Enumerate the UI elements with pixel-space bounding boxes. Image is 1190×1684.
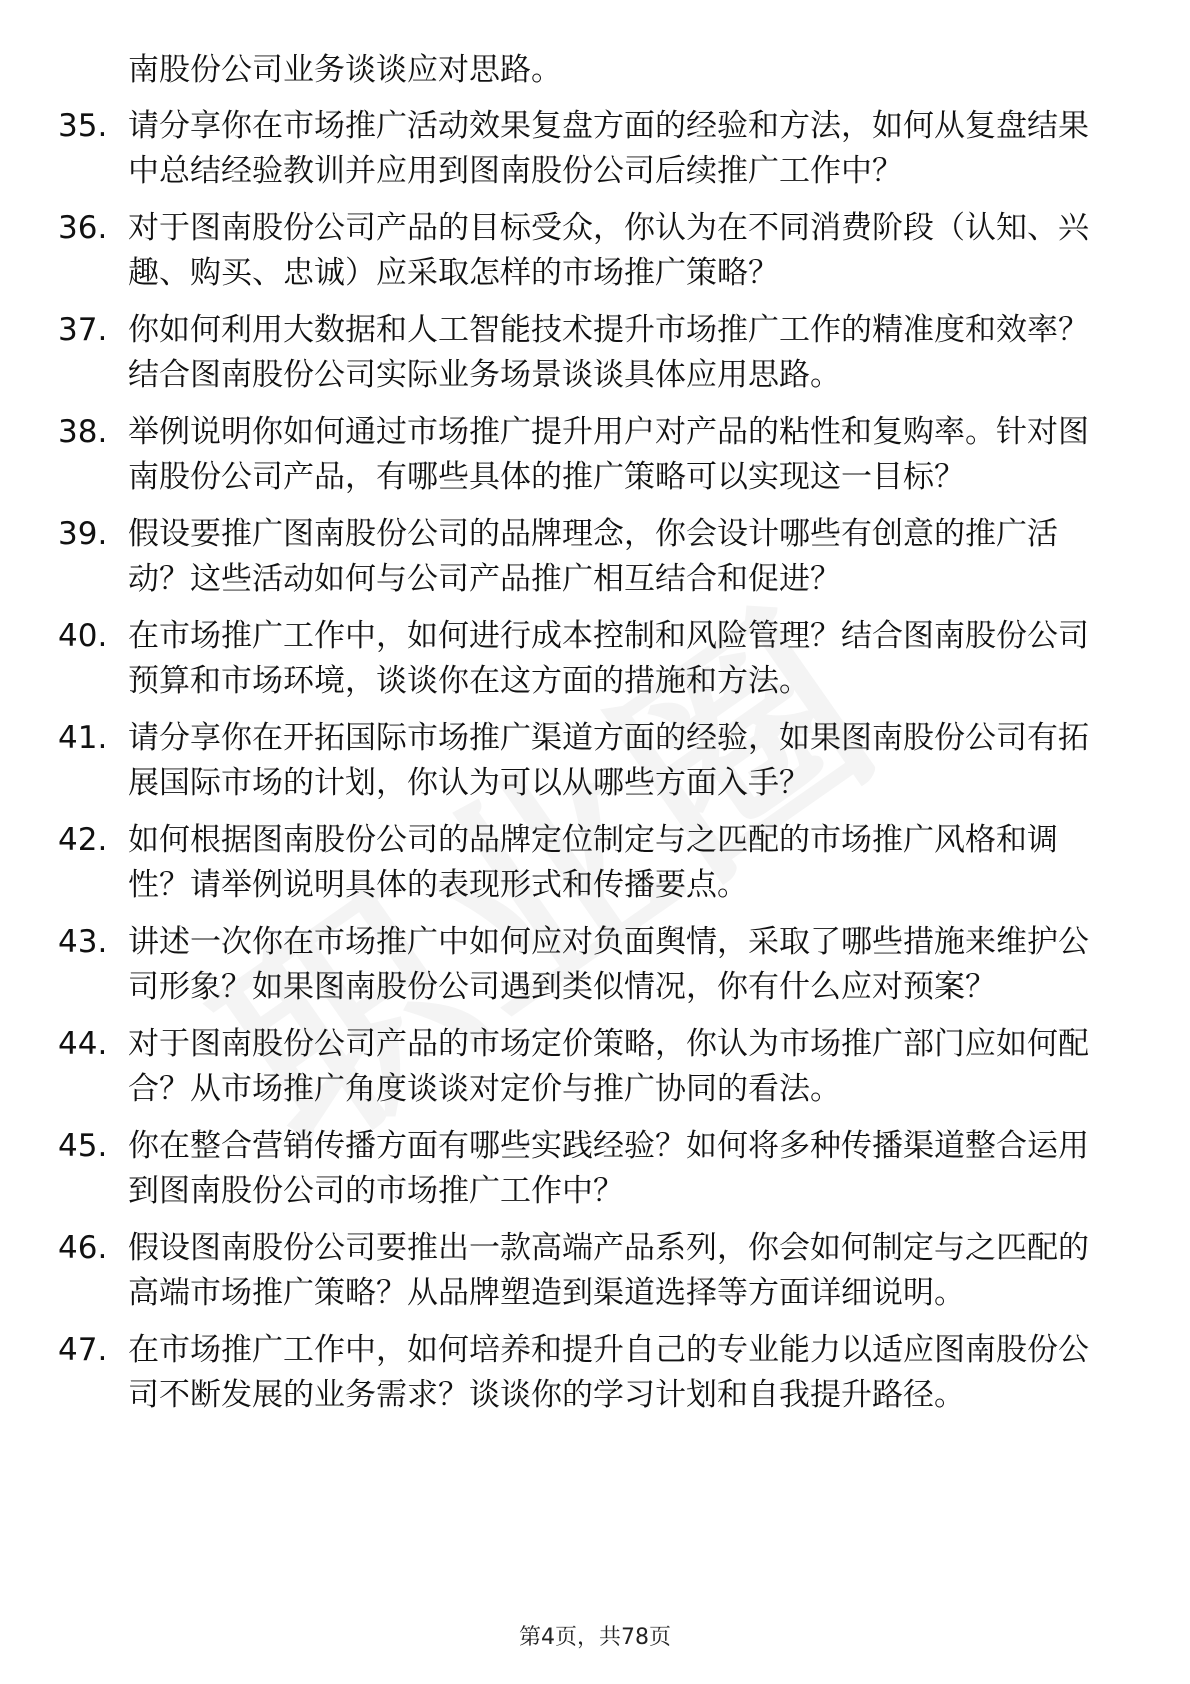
question-text: 请分享你在市场推广活动效果复盘方面的经验和方法，如何从复盘结果中总结经验教训并应用到图南股份公司后续推广工作中？ [128,108,1089,189]
question-text: 讲述一次你在市场推广中如何应对负面舆情，采取了哪些措施来维护公司形象？如果图南股份公司遇到类似情况，你有什么应对预案？ [128,924,1089,1005]
question-item [58,206,1118,296]
question-number: 36. [58,210,108,246]
question-item [58,716,1118,806]
question-item [58,1328,1118,1418]
question-number: 38. [58,414,108,450]
page-footer: 第4页，共78页 [519,1625,671,1650]
question-item [58,1226,1118,1316]
question-list [58,48,1118,1430]
question-text: 对于图南股份公司产品的市场定价策略，你认为市场推广部门应如何配合？从市场推广角度谈谈对定价与推广协同的看法。 [128,1026,1089,1107]
question-number: 40. [58,618,108,654]
question-text: 对于图南股份公司产品的目标受众，你认为在不同消费阶段（认知、兴趣、购买、忠诚）应采取怎样的市场推广策略？ [128,210,1089,291]
question-item [58,308,1118,398]
question-number: 46. [58,1230,108,1266]
question-number: 44. [58,1026,108,1062]
question-text: 你如何利用大数据和人工智能技术提升市场推广工作的精准度和效率？结合图南股份公司实际业务场景谈谈具体应用思路。 [128,312,1089,393]
question-number: 41. [58,720,108,756]
continued-line: 南股份公司业务谈谈应对思路。 [128,52,562,88]
question-number: 39. [58,516,108,552]
question-number: 43. [58,924,108,960]
question-item [58,920,1118,1010]
question-text: 如何根据图南股份公司的品牌定位制定与之匹配的市场推广风格和调性？请举例说明具体的表现形式和传播要点。 [128,822,1058,903]
question-number: 47. [58,1332,108,1368]
question-number: 37. [58,312,108,348]
question-item [58,104,1118,194]
question-item [58,1022,1118,1112]
question-item [58,512,1118,602]
question-text: 你在整合营销传播方面有哪些实践经验？如何将多种传播渠道整合运用到图南股份公司的市场推广工作中？ [128,1128,1089,1209]
question-item [58,818,1118,908]
question-number: 45. [58,1128,108,1164]
question-text: 假设要推广图南股份公司的品牌理念，你会设计哪些有创意的推广活动？这些活动如何与公司产品推广相互结合和促进？ [128,516,1058,597]
question-item [58,614,1118,704]
question-text: 假设图南股份公司要推出一款高端产品系列，你会如何制定与之匹配的高端市场推广策略？从品牌塑造到渠道选择等方面详细说明。 [128,1230,1089,1311]
question-number: 42. [58,822,108,858]
question-item [58,1124,1118,1214]
question-text: 在市场推广工作中，如何进行成本控制和风险管理？结合图南股份公司预算和市场环境，谈谈你在这方面的措施和方法。 [128,618,1089,699]
question-text: 举例说明你如何通过市场推广提升用户对产品的粘性和复购率。针对图南股份公司产品，有哪些具体的推广策略可以实现这一目标？ [128,414,1089,495]
question-text: 请分享你在开拓国际市场推广渠道方面的经验，如果图南股份公司有拓展国际市场的计划，你认为可以从哪些方面入手？ [128,720,1089,801]
question-number: 35. [58,108,108,144]
question-item [58,410,1118,500]
question-text: 在市场推广工作中，如何培养和提升自己的专业能力以适应图南股份公司不断发展的业务需求？谈谈你的学习计划和自我提升路径。 [128,1332,1089,1413]
